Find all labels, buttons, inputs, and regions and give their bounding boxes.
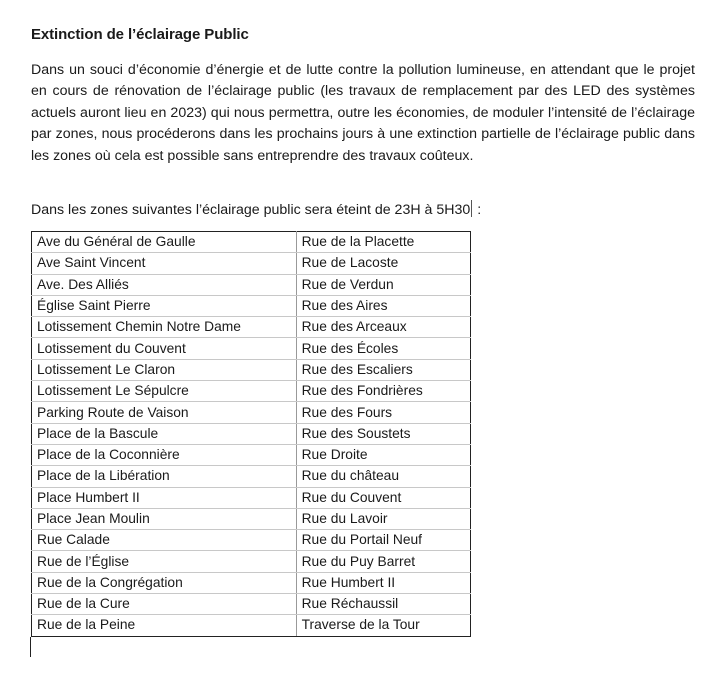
table-cell-left[interactable]: Rue Calade [32,530,297,551]
table-cell-left[interactable]: Ave. Des Alliés [32,274,297,295]
table-row [32,381,471,402]
table-row [32,487,471,508]
table-row [32,402,471,423]
document-title: Extinction de l’éclairage Public [31,26,249,43]
table-cell-left[interactable]: Ave du Général de Gaulle [32,232,297,253]
table-cell-right[interactable]: Rue du Portail Neuf [296,530,470,551]
table-cell-right[interactable]: Rue Humbert II [296,572,470,593]
table-row [32,466,471,487]
table-cell-right[interactable]: Rue des Fours [296,402,470,423]
table-cell-right[interactable]: Rue de Verdun [296,274,470,295]
table-cell-right[interactable]: Rue Droite [296,444,470,465]
table-cell-left[interactable]: Place de la Libération [32,466,297,487]
table-cell-right[interactable]: Rue du château [296,466,470,487]
table-cell-right[interactable]: Rue du Puy Barret [296,551,470,572]
table-cell-right[interactable]: Rue des Aires [296,295,470,316]
zones-intro-suffix: : [473,202,482,218]
table-row [32,551,471,572]
table-row [32,274,471,295]
table-cell-right[interactable]: Rue du Lavoir [296,508,470,529]
zones-table[interactable] [31,231,471,637]
zones-intro-text: Dans les zones suivantes l’éclairage public sera éteint de 23H à 5H30 [31,202,471,218]
table-cell-left[interactable]: Rue de l’Église [32,551,297,572]
table-cell-left[interactable]: Rue de la Peine [32,615,297,636]
table-cell-left[interactable]: Place de la Coconnière [32,444,297,465]
text-cursor [30,637,31,657]
table-row [32,594,471,615]
table-cell-left[interactable]: Place Jean Moulin [32,508,297,529]
table-row [32,253,471,274]
table-cell-right[interactable]: Traverse de la Tour [296,615,470,636]
table-cell-left[interactable]: Église Saint Pierre [32,295,297,316]
table-row [32,444,471,465]
table-cell-left[interactable]: Place Humbert II [32,487,297,508]
table-cell-right[interactable]: Rue du Couvent [296,487,470,508]
table-cell-right[interactable]: Rue des Arceaux [296,317,470,338]
table-cell-right[interactable]: Rue des Écoles [296,338,470,359]
table-row [32,295,471,316]
table-row [32,317,471,338]
table-row [32,359,471,380]
table-cell-right[interactable]: Rue de la Placette [296,232,470,253]
table-cell-right[interactable]: Rue des Escaliers [296,359,470,380]
table-cell-left[interactable]: Rue de la Congrégation [32,572,297,593]
table-row [32,232,471,253]
table-cell-right[interactable]: Rue Réchaussil [296,594,470,615]
table-cell-right[interactable]: Rue des Fondrières [296,381,470,402]
table-cell-left[interactable]: Place de la Bascule [32,423,297,444]
table-cell-left[interactable]: Lotissement Chemin Notre Dame [32,317,297,338]
body-paragraph: Dans un souci d’économie d’énergie et de lutte contre la pollution lumineuse, en attendant que le projet en cours de rénovation de l’éclairage public (les travaux de remplacement par des LED des systèmes actuels auront lieu en 2023) qui nous permettra, outre les économies, de moduler l’intensité de l’éclairage par zones, nous procéderons dans les prochains jours à une extinction partielle de l’éclairage public dans les zones où cela est possible sans entreprendre des travaux coûteux. [31,62,695,164]
table-cell-right[interactable]: Rue de Lacoste [296,253,470,274]
table-cell-left[interactable]: Lotissement Le Sépulcre [32,381,297,402]
table-row [32,530,471,551]
table-cell-right[interactable]: Rue des Soustets [296,423,470,444]
table-row [32,572,471,593]
table-row [32,508,471,529]
table-cell-left[interactable]: Lotissement du Couvent [32,338,297,359]
table-row [32,615,471,636]
table-cell-left[interactable]: Lotissement Le Claron [32,359,297,380]
table-cell-left[interactable]: Ave Saint Vincent [32,253,297,274]
table-cell-left[interactable]: Parking Route de Vaison [32,402,297,423]
table-row [32,338,471,359]
table-cell-left[interactable]: Rue de la Cure [32,594,297,615]
zones-intro-line [31,200,481,218]
table-row [32,423,471,444]
